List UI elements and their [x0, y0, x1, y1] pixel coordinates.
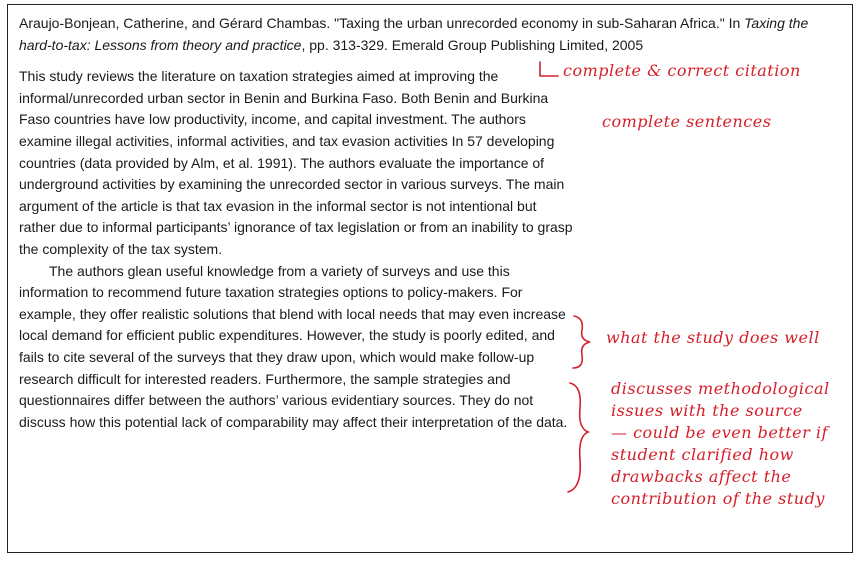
- annotation-methodology-line: drawbacks affect the: [611, 467, 792, 486]
- method-bracket-mark: [568, 383, 588, 492]
- citation-arrow-mark: [540, 62, 558, 76]
- annotation-methodology: [611, 378, 830, 510]
- annotation-methodology-line: discusses methodological: [611, 379, 830, 398]
- annotation-methodology-line: contribution of the study: [611, 489, 825, 508]
- annotation-methodology-line: issues with the source: [611, 401, 803, 420]
- citation-text-part1: Araujo-Bonjean, Catherine, and Gérard Chambas. "Taxing the urban unrecorded economy in sub-Saharan Africa." In: [19, 15, 745, 31]
- summary-paragraph: This study reviews the literature on taxation strategies aimed at improving the informal/unrecorded urban sector in Benin and Burkina Faso. Both Benin and Burkina Faso countries have low productivity, income, and capital investment. The authors examine illegal activities, informal activities, and tax evasion activities In 57 developing countries (data provided by Alm, et al. 1991). The authors evaluate the importance of underground activities by examining the unrecorded sector in various surveys. The main argument of the article is that tax evasion in the informal sector is not intentional but rather due to informal participants’ ignorance of tax legislation or from an inability to grasp the complexity of the tax system.: [19, 68, 573, 257]
- well-bracket-mark: [573, 316, 590, 368]
- evaluation-paragraph: The authors glean useful knowledge from a variety of surveys and use this information to recommend future taxation strategies options to policy-makers. For example, they offer realistic solutions that blend with local needs that may even increase local demand for efficient public expenditures. However, the study is poorly edited, and fails to cite several of the surveys that they draw upon, which would make follow-up research difficult for interested readers. Furthermore, the sample strategies and questionnaires differ between the authors’ various evidentiary sources. They do not discuss how this potential lack of comparability may affect their interpretation of the data.: [19, 262, 568, 430]
- annotation-methodology-line: — could be even better if: [611, 423, 828, 442]
- citation-book-title: Taxing the hard-to-tax: Lessons from theory and practice: [19, 15, 809, 53]
- annotation-sentences: complete sentences: [602, 112, 772, 131]
- citation-text-part2: , pp. 313-329. Emerald Group Publishing Limited, 2005: [301, 36, 644, 53]
- annotation-methodology-line: student clarified how: [611, 445, 794, 464]
- annotation-citation: complete & correct citation: [563, 61, 801, 80]
- annotation-does-well: what the study does well: [606, 328, 820, 347]
